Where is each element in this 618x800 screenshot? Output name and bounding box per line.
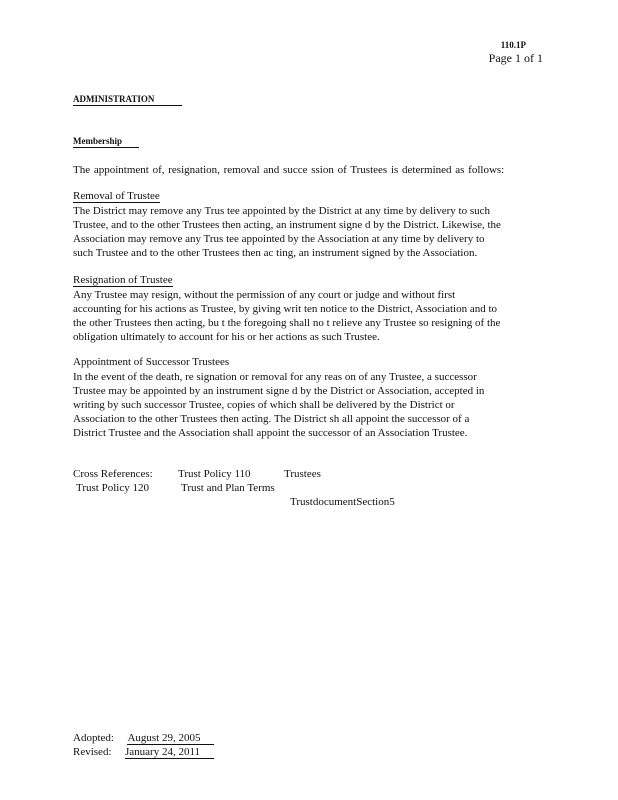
adopted-row (73, 732, 214, 745)
paragraph-line: In the event of the death, re signation or removal for any reas on of any Trustee, a successor (73, 371, 477, 383)
resignation-heading (73, 274, 173, 286)
appointment-heading (73, 356, 229, 368)
paragraph-line: accounting for his actions as Trustee, by giving writ ten notice to the District, Association and to (73, 303, 498, 315)
subsection-title: Membership (73, 136, 139, 148)
cross-reference-item: Trustees (284, 468, 321, 480)
removal-heading (73, 190, 160, 202)
appointment-paragraph (73, 370, 484, 440)
revised-label: Revised: (73, 746, 112, 758)
appointment-heading-text: Appointment of Successor Trustees (73, 356, 230, 368)
paragraph-line: Association may remove any Trus tee appointed by the Association at any time by delivery to (73, 233, 485, 245)
cross-reference-item: Trust Policy 120 (76, 482, 149, 494)
resignation-heading-text: Resignation of Trustee (73, 274, 173, 286)
revised-row (73, 746, 214, 759)
resignation-paragraph (73, 288, 500, 344)
paragraph-line: such Trustee and to the other Trustees then ac ting, an instrument signed by the Association. (73, 247, 478, 259)
adopted-label: Adopted: (73, 732, 114, 744)
policy-code: 110.1P (500, 40, 526, 50)
revised-date: January 24, 2011 (125, 746, 214, 759)
section-title: ADMINISTRATION (73, 94, 182, 106)
paragraph-line: Association to the other Trustees then acting. The District sh all appoint the successor of a (73, 413, 470, 425)
paragraph-line: the other Trustees then acting, bu t the foregoing shall no t relieve any Trustee so resigning of the (73, 317, 501, 329)
cross-reference-item: Trust and Plan Terms (181, 482, 275, 494)
removal-heading-text: Removal of Trustee (73, 190, 160, 202)
paragraph-line: writing by such successor Trustee, copies of which shall be delivered by the District or (73, 399, 455, 411)
cross-references-label: Cross References: (73, 468, 153, 480)
paragraph-line: Any Trustee may resign, without the permission of any court or judge and without first (73, 289, 456, 301)
paragraph-line: obligation ultimately to account for his or her actions as such Trustee. (73, 331, 380, 343)
adopted-date: August 29, 2005 (127, 732, 214, 745)
paragraph-line: The District may remove any Trus tee appointed by the District at any time by delivery to such (73, 205, 490, 217)
paragraph-line: Trustee may be appointed by an instrument signe d by the District or Association, accepted in (73, 385, 485, 397)
cross-reference-item: Trust Policy 110 (178, 468, 251, 480)
cross-reference-document: TrustdocumentSection5 (290, 496, 395, 508)
removal-paragraph (73, 204, 501, 260)
intro-paragraph: The appointment of, resignation, removal and succe ssion of Trustees is determined as follows: (73, 164, 505, 176)
page-number: Page 1 of 1 (488, 51, 543, 65)
paragraph-line: District Trustee and the Association shall appoint the successor of an Association Trustee. (73, 427, 468, 439)
paragraph-line: Trustee, and to the other Trustees then acting, an instrument signe d by the District. Likewise, the (73, 219, 501, 231)
